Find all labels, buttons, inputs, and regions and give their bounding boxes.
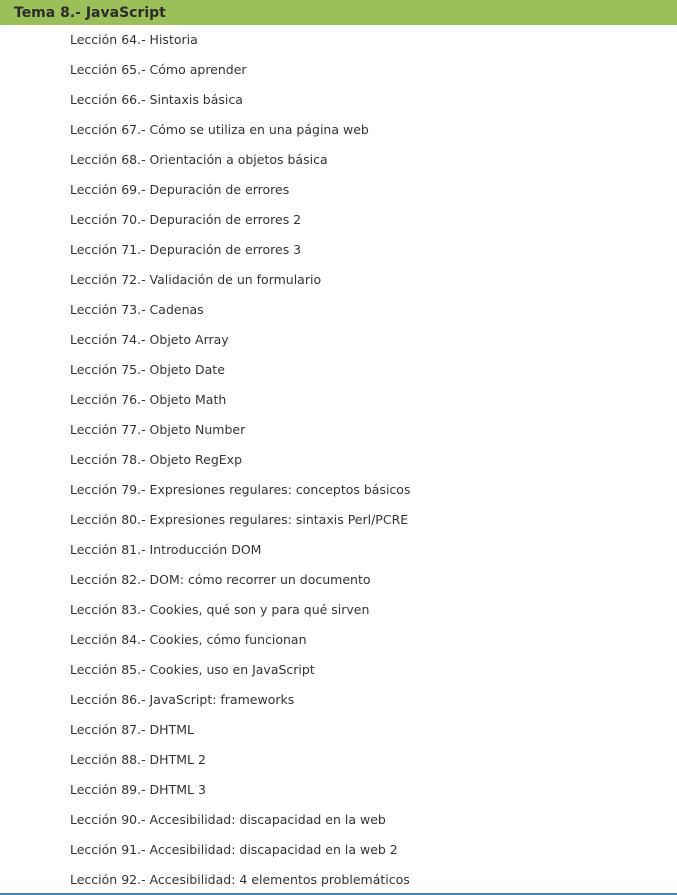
lesson-item[interactable]: Lección 67.- Cómo se utiliza en una página web bbox=[70, 122, 369, 137]
lesson-item[interactable]: Lección 82.- DOM: cómo recorrer un documento bbox=[70, 572, 371, 587]
lesson-item[interactable]: Lección 72.- Validación de un formulario bbox=[70, 272, 322, 287]
lesson-item[interactable]: Lección 87.- DHTML bbox=[70, 722, 194, 737]
lesson-item[interactable]: Lección 73.- Cadenas bbox=[70, 302, 204, 317]
lesson-item[interactable]: Lección 88.- DHTML 2 bbox=[70, 752, 206, 767]
lesson-item[interactable]: Lección 66.- Sintaxis básica bbox=[70, 92, 243, 107]
lesson-item[interactable]: Lección 85.- Cookies, uso en JavaScript bbox=[70, 662, 315, 677]
lesson-item[interactable]: Lección 86.- JavaScript: frameworks bbox=[70, 692, 295, 707]
section-header[interactable] bbox=[0, 0, 677, 25]
lesson-item[interactable]: Lección 78.- Objeto RegExp bbox=[70, 452, 242, 467]
lesson-item[interactable]: Lección 92.- Accesibilidad: 4 elementos problemáticos bbox=[70, 872, 410, 887]
lesson-item[interactable]: Lección 90.- Accesibilidad: discapacidad en la web bbox=[70, 812, 386, 827]
lesson-item[interactable]: Lección 69.- Depuración de errores bbox=[70, 182, 290, 197]
lesson-item[interactable]: Lección 65.- Cómo aprender bbox=[70, 62, 247, 77]
lesson-item[interactable]: Lección 77.- Objeto Number bbox=[70, 422, 246, 437]
lesson-item[interactable]: Lección 71.- Depuración de errores 3 bbox=[70, 242, 302, 257]
lesson-item[interactable]: Lección 70.- Depuración de errores 2 bbox=[70, 212, 302, 227]
section-title: Tema 8.- JavaScript bbox=[14, 4, 166, 21]
lesson-item[interactable]: Lección 79.- Expresiones regulares: conceptos básicos bbox=[70, 482, 411, 497]
lesson-item[interactable]: Lección 68.- Orientación a objetos básica bbox=[70, 152, 328, 167]
lesson-item[interactable]: Lección 81.- Introducción DOM bbox=[70, 542, 262, 557]
lesson-item[interactable]: Lección 64.- Historia bbox=[70, 32, 198, 47]
lesson-item[interactable]: Lección 84.- Cookies, cómo funcionan bbox=[70, 632, 307, 647]
lesson-item[interactable]: Lección 89.- DHTML 3 bbox=[70, 782, 206, 797]
lesson-item[interactable]: Lección 75.- Objeto Date bbox=[70, 362, 225, 377]
lesson-item[interactable]: Lección 76.- Objeto Math bbox=[70, 392, 227, 407]
lesson-list bbox=[0, 25, 677, 895]
lesson-item[interactable]: Lección 80.- Expresiones regulares: sintaxis Perl/PCRE bbox=[70, 512, 409, 527]
lesson-item[interactable]: Lección 83.- Cookies, qué son y para qué sirven bbox=[70, 602, 370, 617]
lesson-item[interactable]: Lección 74.- Objeto Array bbox=[70, 332, 229, 347]
lesson-item[interactable]: Lección 91.- Accesibilidad: discapacidad en la web 2 bbox=[70, 842, 398, 857]
